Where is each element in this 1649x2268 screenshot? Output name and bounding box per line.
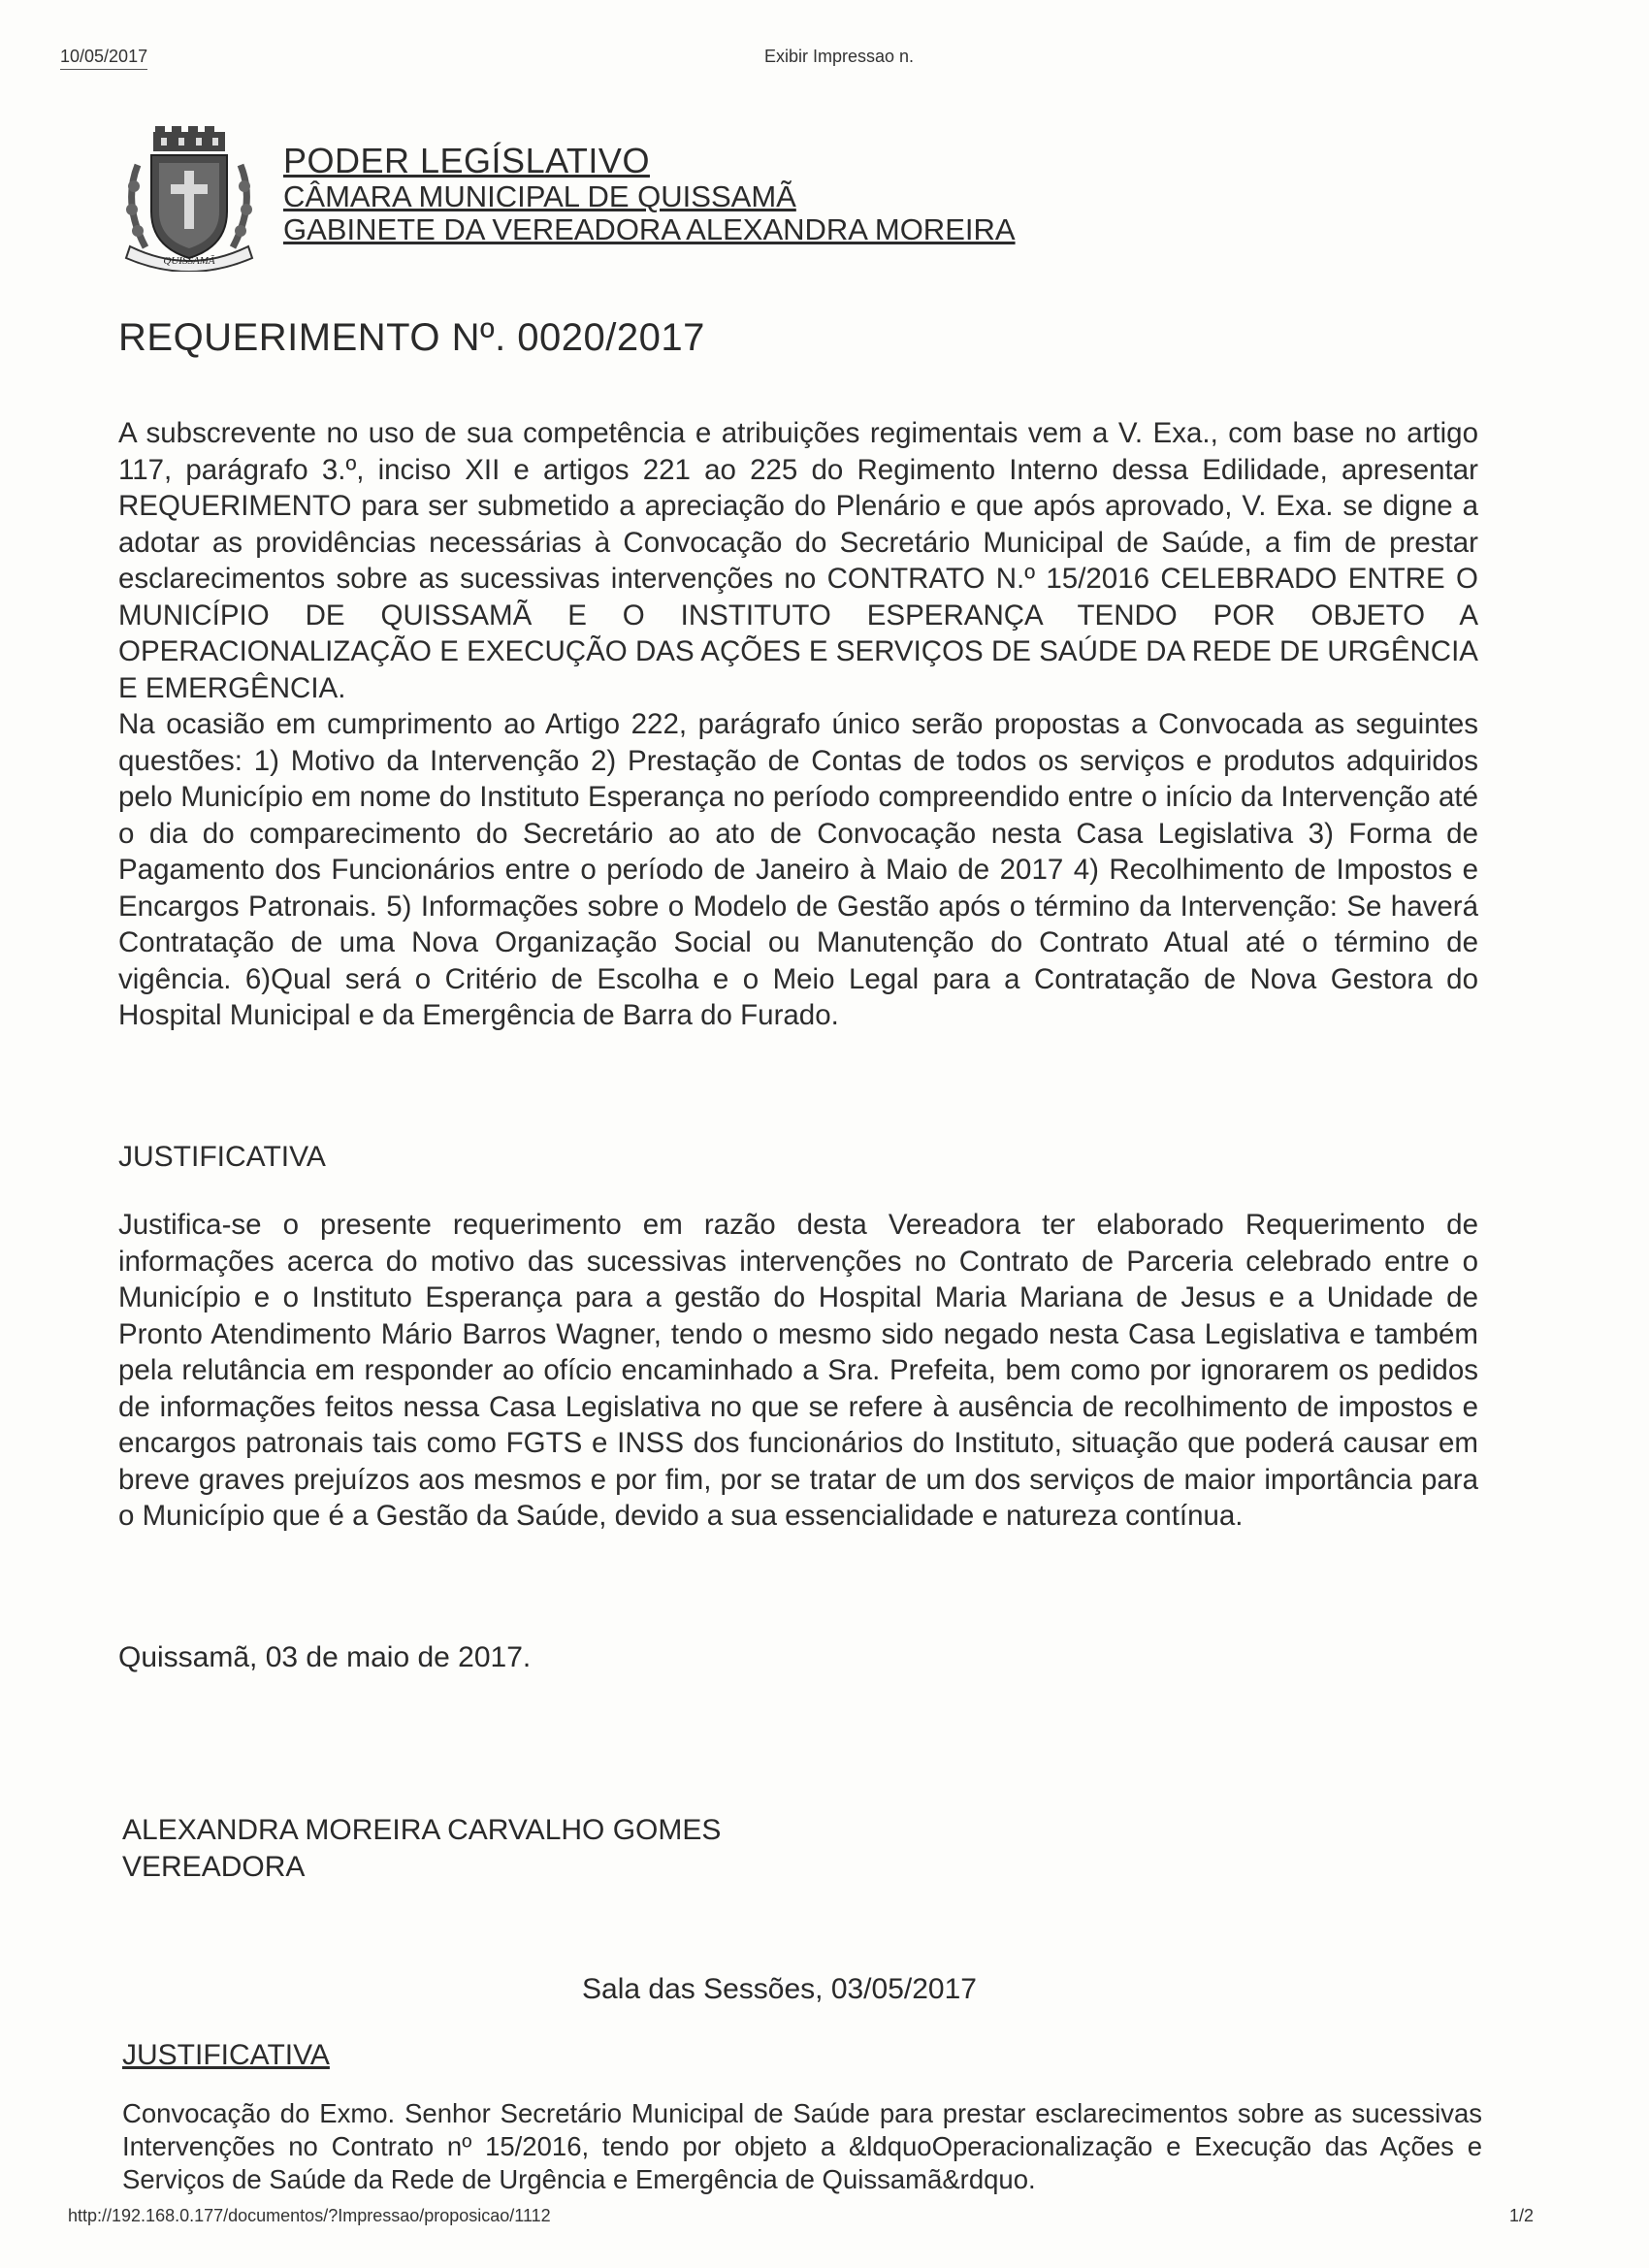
print-header xyxy=(0,43,1649,72)
summary-heading: JUSTIFICATIVA xyxy=(122,2039,330,2071)
municipal-coat-of-arms-icon xyxy=(116,126,262,272)
summary-paragraph: Convocação do Exmo. Senhor Secretário Municipal de Saúde para prestar esclarecimentos sobre as sucessivas Intervenções no Contrato nº 15/2016, tendo por objeto a &ldquoOperacionalização e Execução das Ações e Serviços de Saúde da Rede de Urgência e Emergência de Quissamã&rdquo. xyxy=(122,2098,1482,2194)
request-body xyxy=(118,415,1478,1034)
svg-text:QUISSAMÃ: QUISSAMÃ xyxy=(163,255,215,267)
request-paragraph-1: A subscrevente no uso de sua competência e atribuições regimentais vem a V. Exa., com base no artigo 117, parágrafo 3.º, inciso XII e artigos 221 ao 225 do Regimento Interno dessa Edilidade, apresentar REQUERIMENTO para ser submetido a apreciação do Plenário e que após aprovado, V. Exa. se digne a adotar as providências necessárias à Convocação do Secretário Municipal de Saúde, a fim de prestar esclarecimentos sobre as sucessivas intervenções no CONTRATO N.º 15/2016 CELEBRADO ENTRE O MUNICÍPIO DE QUISSAMÃ E O INSTITUTO ESPERANÇA TENDO POR OBJETO A OPERACIONALIZAÇÃO E EXECUÇÃO DAS AÇÕES E SERVIÇOS DE SAÚDE DA REDE DE URGÊNCIA E EMERGÊNCIA. xyxy=(118,417,1478,704)
letterhead xyxy=(116,126,1183,281)
letterhead-chamber: CÂMARA MUNICIPAL DE QUISSAMÃ xyxy=(283,178,796,213)
footer-url: http://192.168.0.177/documentos/?Impressao/proposicao/1112 xyxy=(68,2206,551,2225)
justification-paragraph: Justifica-se o presente requerimento em razão desta Vereadora ter elaborado Requerimento de informações acerca do motivo das sucessivas intervenções no Contrato de Parceria celebrado entre o Município e o Instituto Esperança para a gestão do Hospital Maria Mariana de Jesus e a Unidade de Pronto Atendimento Mário Barros Wagner, tendo o mesmo sido negado nesta Casa Legislativa e também pela relutância em responder ao ofício encaminhado a Sra. Prefeita, bem como por ignorarem os pedidos de informações feitos nessa Casa Legislativa no que se refere à ausência de recolhimento de impostos e encargos patronais tais como FGTS e INSS dos funcionários do Instituto, situação que poderá causar em breve graves prejuízos aos mesmos e por fim, por se tratar de um dos serviços de maior importância para o Município que é a Gestão da Saúde, devido a sua essencialidade e natureza contínua. xyxy=(118,1209,1478,1532)
print-title: Exibir Impressao n. xyxy=(764,47,915,66)
document-title: REQUERIMENTO Nº. 0020/2017 xyxy=(118,316,705,359)
place-date: Quissamã, 03 de maio de 2017. xyxy=(118,1641,532,1673)
letterhead-power: PODER LEGÍSLATIVO xyxy=(283,141,650,180)
print-footer xyxy=(0,2206,1649,2235)
print-date: 10/05/2017 xyxy=(60,47,147,70)
request-paragraph-2: Na ocasião em cumprimento ao Artigo 222, parágrafo único serão propostas a Convocada as seguintes questões: 1) Motivo da Intervenção 2) Prestação de Contas de todos os serviços e produtos adquiridos pelo Município em nome do Instituto Esperança no período compreendido entre o início da Intervenção até o dia do comparecimento do Secretário ao ato de Convocação nesta Casa Legislativa 3) Forma de Pagamento dos Funcionários entre o período de Janeiro à Maio de 2017 4) Recolhimento de Impostos e Encargos Patronais. 5) Informações sobre o Modelo de Gestão após o término da Intervenção: Se haverá Contratação de uma Nova Organização Social ou Manutenção do Contrato Atual até o término de vigência. 6)Qual será o Critério de Escolha e o Meio Legal para a Contratação de Nova Gestora do Hospital Municipal e da Emergência de Barra do Furado. xyxy=(118,708,1478,1031)
letterhead-text xyxy=(283,142,1016,246)
justification-heading: JUSTIFICATIVA xyxy=(118,1141,326,1173)
session-line: Sala das Sessões, 03/05/2017 xyxy=(582,1973,977,2005)
signer-role: VEREADORA xyxy=(122,1851,306,1883)
signer-name: ALEXANDRA MOREIRA CARVALHO GOMES xyxy=(122,1814,722,1846)
footer-page-number: 1/2 xyxy=(1509,2206,1535,2225)
letterhead-office: GABINETE DA VEREADORA ALEXANDRA MOREIRA xyxy=(283,211,1016,246)
justification-body xyxy=(118,1207,1478,1535)
signature-block xyxy=(122,1812,721,1886)
summary-body xyxy=(122,2097,1482,2196)
